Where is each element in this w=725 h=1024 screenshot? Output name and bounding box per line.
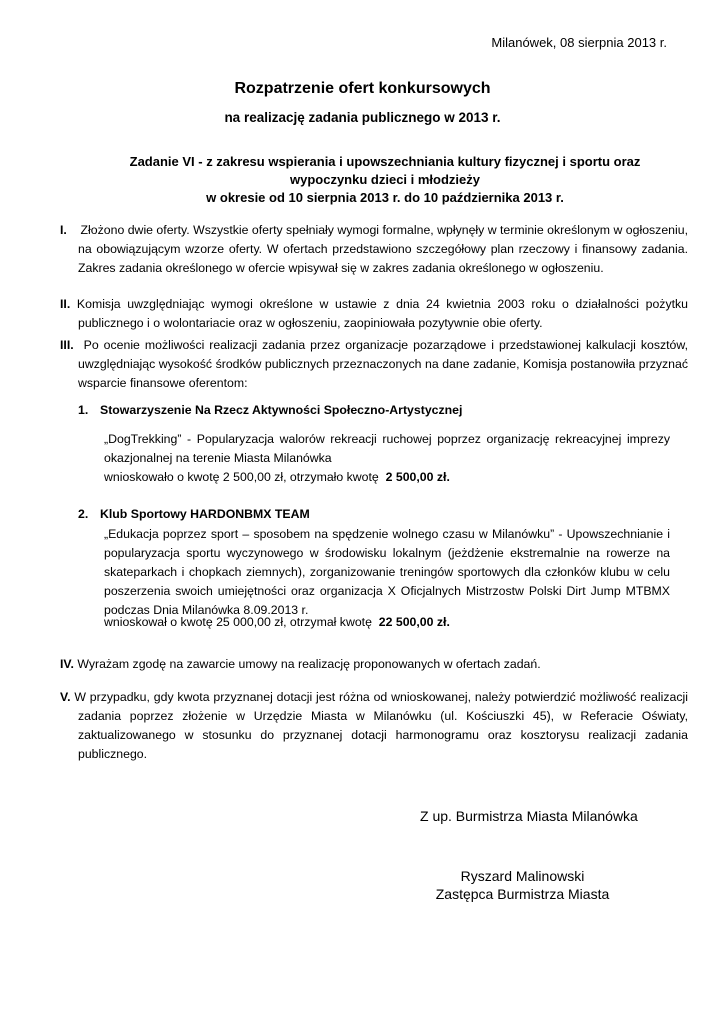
section-3-number: III. [60, 338, 74, 352]
task-line-1: Zadanie VI - z zakresu wspierania i upowszechniania kultury fizycznej i sportu oraz [129, 154, 641, 169]
section-5-text: W przypadku, gdy kwota przyznanej dotacji jest różna od wnioskowanej, należy potwierdzić możliwość realizacji zadania poprzez złożenie w Urzędzie Miasta w Milanówku (ul. Kościuszki 45), w Referacie Oświaty, zaktualizowanego w stosunku do przyznanej dotacji harmonogramu oraz kosztorysu realizacji zadania publicznego. [74, 690, 688, 761]
signature-name: Ryszard Malinowski [460, 868, 585, 884]
section-2-text: Komisja uwzględniając wymogi określone w ustawie z dnia 24 kwietnia 2003 roku o działalności pożytku publicznego i o wolontariacie oraz w ogłoszeniu, zaopiniowała pozytywnie obie oferty. [76, 297, 689, 330]
section-5-number: V. [60, 690, 71, 704]
offer-1-number: 1. [78, 403, 89, 417]
section-1-text: Złożono dwie oferty. Wszystkie oferty spełniały wymogi formalne, wpłynęły w terminie określonym w ogłoszeniu, na obowiązującym wzorze oferty. W ofertach przedstawiono szczegółowy plan rzeczowy i finansowy zadania. Zakres zadania określonego w ofercie wpisywał się w zakres zadania określonego w ogłoszeniu. [78, 223, 688, 275]
section-4-number: IV. [60, 657, 74, 671]
offer-2-granted: 22 500,00 zł. [378, 615, 450, 629]
section-4 [60, 655, 688, 674]
offer-2-description: „Edukacja poprzez sport – sposobem na spędzenie wolnego czasu w Milanówku” - Upowszechnianie i popularyzacja sportu wyczynowego w środowisku lokalnym (jeżdżenie ekstremalnie na rowerze na skateparkach i chopkach ziemnych), zorganizowanie treningów sportowych dla członków klubu w celu poszerzenia swoich umiejętności oraz organizacja X Oficjalnych Mistrzostw Polski Dirt Jump MTBMX podczas Dnia Milanówka 8.09.2013 r. [104, 527, 670, 617]
section-3-text: Po ocenie możliwości realizacji zadania przez organizacje pozarządowe i przedstawionej kalkulacji kosztów, uwzględniając wysokość środków publicznych przeznaczonych na dane zadanie, Komisja postanowiła przyznać wsparcie finansowe oferentom: [78, 338, 688, 390]
offer-1-title [78, 403, 462, 417]
document-title: Rozpatrzenie ofert konkursowych [234, 80, 491, 97]
offer-1-amount [104, 470, 450, 484]
offer-1-granted: 2 500,00 zł. [385, 470, 450, 484]
section-2 [60, 295, 688, 333]
task-line-3: w okresie od 10 sierpnia 2013 r. do 10 października 2013 r. [206, 190, 564, 205]
signature-on-behalf: Z up. Burmistrza Miasta Milanówka [420, 808, 638, 824]
task-line-2: wypoczynku dzieci i młodzieży [290, 172, 480, 187]
section-4-text: Wyrażam zgodę na zawarcie umowy na realizację proponowanych w ofertach zadań. [77, 657, 541, 671]
offer-1-description: „DogTrekking” - Popularyzacja walorów rekreacji ruchowej poprzez organizację rekreacyjnej imprezy okazjonalnej na terenie Miasta Milanówka [104, 432, 670, 465]
offer-1-request: wnioskowało o kwotę 2 500,00 zł, otrzymało kwotę [104, 470, 379, 484]
section-2-number: II. [60, 297, 71, 311]
offer-2-title [78, 507, 310, 521]
offer-1-name: Stowarzyszenie Na Rzecz Aktywności Społeczno-Artystycznej [100, 403, 463, 417]
section-5 [60, 688, 688, 764]
document-date: Milanówek, 08 sierpnia 2013 r. [491, 35, 667, 50]
task-heading [100, 153, 670, 207]
section-1 [60, 221, 688, 278]
section-3 [60, 336, 688, 393]
offer-2-number: 2. [78, 507, 89, 521]
document-subtitle: na realizację zadania publicznego w 2013 r. [224, 110, 501, 125]
offer-2-amount [104, 615, 450, 629]
signature-role: Zastępca Burmistrza Miasta [435, 886, 610, 902]
offer-2-request: wnioskował o kwotę 25 000,00 zł, otrzymał kwotę [104, 615, 372, 629]
section-1-number: I. [60, 223, 67, 237]
offer-2-name: Klub Sportowy HARDONBMX TEAM [100, 507, 310, 521]
